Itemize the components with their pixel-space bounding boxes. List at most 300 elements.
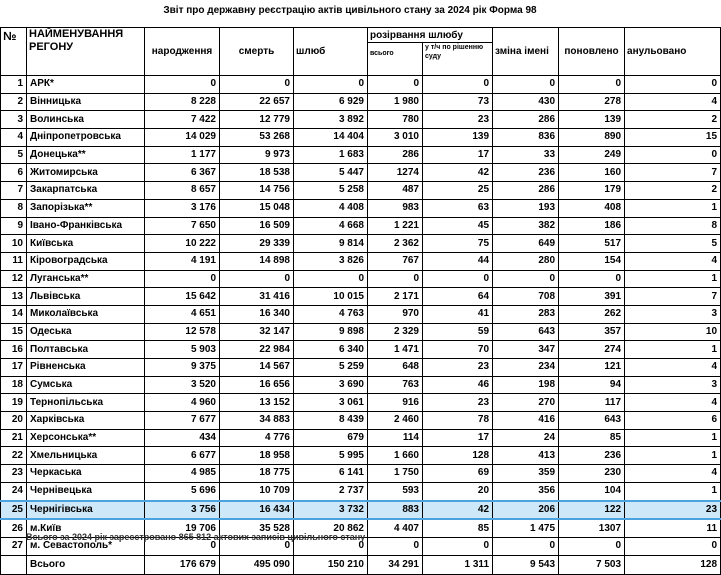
cell-div-total: 780	[368, 111, 423, 129]
region-name: Вінницька	[27, 93, 145, 111]
cell-annulled: 1	[625, 199, 721, 217]
table-row[interactable]	[1, 288, 721, 306]
report-title: Звіт про державну реєстрацію актів цивільного стану за 2024 рік Форма 98	[163, 5, 537, 16]
table-row[interactable]	[1, 129, 721, 147]
cell-renewed: 117	[559, 394, 625, 412]
table-row[interactable]	[1, 252, 721, 270]
cell-deaths: 16 656	[220, 376, 294, 394]
cell-annulled: 0	[625, 537, 721, 555]
cell-deaths: 18 538	[220, 164, 294, 182]
region-name: Чернігівська	[27, 501, 145, 520]
row-number: 18	[1, 376, 27, 394]
cell-marriage: 3 732	[294, 501, 368, 520]
row-number: 11	[1, 252, 27, 270]
cell-deaths: 16 509	[220, 217, 294, 235]
cell-annulled: 0	[625, 146, 721, 164]
cell-marriage: 5 259	[294, 359, 368, 377]
cell-deaths: 18 958	[220, 447, 294, 465]
cell-renewed: 94	[559, 376, 625, 394]
cell-div-court: 44	[423, 252, 493, 270]
cell-name-change: 198	[493, 376, 559, 394]
col-header-deaths: смерть	[220, 28, 294, 76]
cell-annulled: 2	[625, 182, 721, 200]
cell-marriage: 679	[294, 429, 368, 447]
cell-births: 0	[145, 76, 220, 94]
cell-annulled: 0	[625, 76, 721, 94]
cell-div-court: 78	[423, 412, 493, 430]
table-row[interactable]	[1, 199, 721, 217]
region-name: м. Севастополь*	[27, 537, 145, 555]
cell-marriage: 10 015	[294, 288, 368, 306]
cell-div-total: 767	[368, 252, 423, 270]
row-number: 20	[1, 412, 27, 430]
cell-div-total: 648	[368, 359, 423, 377]
row-number: 15	[1, 323, 27, 341]
cell-renewed: 160	[559, 164, 625, 182]
cell-div-court: 20	[423, 482, 493, 500]
cell-name-change: 356	[493, 482, 559, 500]
cell-name-change: 280	[493, 252, 559, 270]
cell-annulled: 5	[625, 235, 721, 253]
region-name: Рівненська	[27, 359, 145, 377]
cell-div-court: 25	[423, 182, 493, 200]
region-name: Донецька**	[27, 146, 145, 164]
registry-table	[0, 27, 721, 575]
region-name: Запорізька**	[27, 199, 145, 217]
cell-deaths: 15 048	[220, 199, 294, 217]
cell-births: 9 375	[145, 359, 220, 377]
total-births: 176 679	[145, 555, 220, 574]
cell-renewed: 278	[559, 93, 625, 111]
cell-deaths: 12 779	[220, 111, 294, 129]
cell-name-change: 286	[493, 111, 559, 129]
total-div-total: 34 291	[368, 555, 423, 574]
row-number: 23	[1, 465, 27, 483]
cell-div-court: 63	[423, 199, 493, 217]
cell-deaths: 31 416	[220, 288, 294, 306]
cell-div-court: 17	[423, 146, 493, 164]
cell-births: 6 367	[145, 164, 220, 182]
cell-annulled: 3	[625, 305, 721, 323]
table-row[interactable]	[1, 412, 721, 430]
total-row-number	[1, 555, 27, 574]
cell-div-court: 17	[423, 429, 493, 447]
cell-deaths: 0	[220, 76, 294, 94]
cell-renewed: 357	[559, 323, 625, 341]
cell-div-court: 69	[423, 465, 493, 483]
cell-births: 7 422	[145, 111, 220, 129]
cell-div-court: 64	[423, 288, 493, 306]
cell-name-change: 234	[493, 359, 559, 377]
cell-renewed: 517	[559, 235, 625, 253]
header-row-1	[1, 28, 721, 43]
cell-deaths: 32 147	[220, 323, 294, 341]
row-number: 26	[1, 519, 27, 537]
cell-births: 6 677	[145, 447, 220, 465]
region-name: Херсонська**	[27, 429, 145, 447]
cell-deaths: 53 268	[220, 129, 294, 147]
region-name: Одеська	[27, 323, 145, 341]
total-label: Всього	[27, 555, 145, 574]
cell-name-change: 286	[493, 182, 559, 200]
cell-deaths: 0	[220, 270, 294, 288]
cell-deaths: 9 973	[220, 146, 294, 164]
cell-renewed: 249	[559, 146, 625, 164]
cell-marriage: 4 763	[294, 305, 368, 323]
cell-renewed: 236	[559, 447, 625, 465]
total-marriage: 150 210	[294, 555, 368, 574]
region-name: Закарпатська	[27, 182, 145, 200]
cell-renewed: 0	[559, 76, 625, 94]
cell-births: 4 960	[145, 394, 220, 412]
cell-marriage: 6 141	[294, 465, 368, 483]
table-row[interactable]	[1, 429, 721, 447]
cell-div-total: 1 660	[368, 447, 423, 465]
cell-marriage: 14 404	[294, 129, 368, 147]
row-number: 14	[1, 305, 27, 323]
cell-deaths: 29 339	[220, 235, 294, 253]
region-name: Тернопільська	[27, 394, 145, 412]
cell-annulled: 4	[625, 359, 721, 377]
cell-annulled: 6	[625, 412, 721, 430]
cell-name-change: 643	[493, 323, 559, 341]
cell-div-total: 0	[368, 537, 423, 555]
cell-annulled: 1	[625, 482, 721, 500]
row-number: 2	[1, 93, 27, 111]
cell-div-total: 2 362	[368, 235, 423, 253]
cell-div-total: 0	[368, 76, 423, 94]
region-name: м.Київ	[27, 519, 145, 537]
cell-births: 0	[145, 537, 220, 555]
cell-deaths: 13 152	[220, 394, 294, 412]
cell-marriage: 20 862	[294, 519, 368, 537]
cell-div-total: 4 407	[368, 519, 423, 537]
cell-div-court: 46	[423, 376, 493, 394]
cell-name-change: 382	[493, 217, 559, 235]
region-name: Миколаївська	[27, 305, 145, 323]
cell-marriage: 1 683	[294, 146, 368, 164]
cell-div-court: 70	[423, 341, 493, 359]
cell-div-total: 1 750	[368, 465, 423, 483]
table-row[interactable]	[1, 501, 721, 520]
cell-renewed: 262	[559, 305, 625, 323]
cell-name-change: 24	[493, 429, 559, 447]
cell-deaths: 16 434	[220, 501, 294, 520]
cell-div-total: 286	[368, 146, 423, 164]
cell-marriage: 5 258	[294, 182, 368, 200]
cell-div-court: 128	[423, 447, 493, 465]
cell-annulled: 11	[625, 519, 721, 537]
col-header-name-change: зміна імені	[493, 28, 559, 76]
region-name: Івано-Франківська	[27, 217, 145, 235]
cell-name-change: 0	[493, 76, 559, 94]
cell-deaths: 34 883	[220, 412, 294, 430]
table-row[interactable]	[1, 447, 721, 465]
cell-marriage: 3 061	[294, 394, 368, 412]
cell-births: 434	[145, 429, 220, 447]
cell-name-change: 416	[493, 412, 559, 430]
cell-annulled: 23	[625, 501, 721, 520]
table-row[interactable]	[1, 164, 721, 182]
cell-births: 4 651	[145, 305, 220, 323]
cell-div-total: 593	[368, 482, 423, 500]
cell-div-court: 75	[423, 235, 493, 253]
cell-births: 14 029	[145, 129, 220, 147]
cell-marriage: 2 737	[294, 482, 368, 500]
cell-div-total: 0	[368, 270, 423, 288]
cell-births: 5 903	[145, 341, 220, 359]
cell-name-change: 236	[493, 164, 559, 182]
cell-name-change: 270	[493, 394, 559, 412]
cell-name-change: 206	[493, 501, 559, 520]
table-row[interactable]	[1, 217, 721, 235]
cell-renewed: 408	[559, 199, 625, 217]
region-name: Кіровоградська	[27, 252, 145, 270]
cell-births: 3 176	[145, 199, 220, 217]
cell-deaths: 18 775	[220, 465, 294, 483]
table-row[interactable]	[1, 93, 721, 111]
cell-births: 15 642	[145, 288, 220, 306]
cell-annulled: 1	[625, 429, 721, 447]
table-row[interactable]	[1, 76, 721, 94]
cell-births: 12 578	[145, 323, 220, 341]
col-header-marriage: шлюб	[294, 28, 368, 76]
cell-annulled: 1	[625, 341, 721, 359]
cell-annulled: 1	[625, 270, 721, 288]
cell-marriage: 3 826	[294, 252, 368, 270]
region-name: Черкаська	[27, 465, 145, 483]
table-row[interactable]	[1, 394, 721, 412]
region-name: Луганська**	[27, 270, 145, 288]
cell-name-change: 359	[493, 465, 559, 483]
row-number: 12	[1, 270, 27, 288]
total-deaths: 495 090	[220, 555, 294, 574]
cell-div-court: 0	[423, 270, 493, 288]
table-row[interactable]	[1, 323, 721, 341]
cell-annulled: 2	[625, 111, 721, 129]
cell-births: 7 677	[145, 412, 220, 430]
cell-deaths: 22 657	[220, 93, 294, 111]
row-number: 17	[1, 359, 27, 377]
total-name-change: 9 543	[493, 555, 559, 574]
row-number: 6	[1, 164, 27, 182]
cell-renewed: 139	[559, 111, 625, 129]
row-number: 27	[1, 537, 27, 555]
col-header-annulled: анульовано	[625, 28, 721, 76]
cell-annulled: 7	[625, 288, 721, 306]
cell-div-court: 23	[423, 111, 493, 129]
cell-div-total: 2 329	[368, 323, 423, 341]
cell-annulled: 4	[625, 252, 721, 270]
region-name: Житомирська	[27, 164, 145, 182]
cell-deaths: 16 340	[220, 305, 294, 323]
cell-births: 8 228	[145, 93, 220, 111]
cell-div-court: 139	[423, 129, 493, 147]
cell-name-change: 649	[493, 235, 559, 253]
row-number: 19	[1, 394, 27, 412]
cell-name-change: 283	[493, 305, 559, 323]
cell-marriage: 0	[294, 537, 368, 555]
cell-div-court: 0	[423, 76, 493, 94]
cell-annulled: 4	[625, 465, 721, 483]
col-header-divorce: розірвання шлюбу	[368, 28, 493, 43]
cell-marriage: 5 447	[294, 164, 368, 182]
region-name: Сумська	[27, 376, 145, 394]
cell-div-court: 23	[423, 394, 493, 412]
cell-deaths: 14 756	[220, 182, 294, 200]
cell-div-total: 1 980	[368, 93, 423, 111]
cell-renewed: 1307	[559, 519, 625, 537]
row-number: 10	[1, 235, 27, 253]
cell-div-total: 916	[368, 394, 423, 412]
table-row[interactable]	[1, 182, 721, 200]
cell-renewed: 85	[559, 429, 625, 447]
row-number: 24	[1, 482, 27, 500]
cell-div-total: 487	[368, 182, 423, 200]
cell-deaths: 22 984	[220, 341, 294, 359]
footer-note: Всього за 2024 рік зареєстровано 865 812 актових записів цивільного стану	[26, 532, 366, 542]
cell-marriage: 5 995	[294, 447, 368, 465]
cell-births: 19 706	[145, 519, 220, 537]
cell-div-court: 85	[423, 519, 493, 537]
cell-div-total: 883	[368, 501, 423, 520]
cell-name-change: 430	[493, 93, 559, 111]
cell-div-total: 1274	[368, 164, 423, 182]
cell-annulled: 10	[625, 323, 721, 341]
cell-div-court: 73	[423, 93, 493, 111]
region-name: Київська	[27, 235, 145, 253]
cell-div-court: 59	[423, 323, 493, 341]
cell-deaths: 14 567	[220, 359, 294, 377]
col-header-num: №	[1, 28, 27, 76]
row-number: 16	[1, 341, 27, 359]
cell-div-total: 2 460	[368, 412, 423, 430]
table-row[interactable]	[1, 482, 721, 500]
cell-births: 0	[145, 270, 220, 288]
cell-div-total: 3 010	[368, 129, 423, 147]
cell-name-change: 1 475	[493, 519, 559, 537]
row-number: 13	[1, 288, 27, 306]
region-name: Хмельницька	[27, 447, 145, 465]
cell-births: 3 756	[145, 501, 220, 520]
table-row[interactable]	[1, 305, 721, 323]
cell-deaths: 35 528	[220, 519, 294, 537]
cell-name-change: 708	[493, 288, 559, 306]
region-name: Львівська	[27, 288, 145, 306]
row-number: 5	[1, 146, 27, 164]
cell-marriage: 9 898	[294, 323, 368, 341]
cell-renewed: 890	[559, 129, 625, 147]
cell-div-court: 41	[423, 305, 493, 323]
col-header-renewed: поновлено	[559, 28, 625, 76]
region-name: Дніпропетровська	[27, 129, 145, 147]
cell-renewed: 179	[559, 182, 625, 200]
row-number: 8	[1, 199, 27, 217]
cell-annulled: 1	[625, 447, 721, 465]
table-row[interactable]	[1, 376, 721, 394]
table-row[interactable]	[1, 146, 721, 164]
cell-marriage: 6 340	[294, 341, 368, 359]
cell-renewed: 122	[559, 501, 625, 520]
cell-renewed: 391	[559, 288, 625, 306]
cell-deaths: 14 898	[220, 252, 294, 270]
cell-name-change: 413	[493, 447, 559, 465]
cell-annulled: 15	[625, 129, 721, 147]
cell-name-change: 836	[493, 129, 559, 147]
cell-marriage: 6 929	[294, 93, 368, 111]
cell-div-total: 763	[368, 376, 423, 394]
table-row[interactable]	[1, 359, 721, 377]
cell-marriage: 8 439	[294, 412, 368, 430]
col-header-divorce-total: всього	[368, 43, 423, 76]
cell-births: 4 191	[145, 252, 220, 270]
cell-renewed: 230	[559, 465, 625, 483]
cell-births: 8 657	[145, 182, 220, 200]
cell-births: 3 520	[145, 376, 220, 394]
cell-div-total: 2 171	[368, 288, 423, 306]
cell-deaths: 4 776	[220, 429, 294, 447]
row-number: 22	[1, 447, 27, 465]
row-number: 4	[1, 129, 27, 147]
cell-renewed: 0	[559, 270, 625, 288]
cell-div-total: 983	[368, 199, 423, 217]
row-number: 9	[1, 217, 27, 235]
row-number: 21	[1, 429, 27, 447]
cell-name-change: 0	[493, 537, 559, 555]
col-header-region: НАЙМЕНУВАННЯ РЕГОНУ	[27, 28, 145, 76]
row-number: 25	[1, 501, 27, 520]
cell-renewed: 104	[559, 482, 625, 500]
cell-div-court: 23	[423, 359, 493, 377]
region-name: Харківська	[27, 412, 145, 430]
cell-marriage: 0	[294, 270, 368, 288]
cell-div-total: 1 221	[368, 217, 423, 235]
table-row[interactable]	[1, 111, 721, 129]
cell-div-court: 45	[423, 217, 493, 235]
cell-marriage: 4 408	[294, 199, 368, 217]
row-number: 7	[1, 182, 27, 200]
cell-deaths: 10 709	[220, 482, 294, 500]
cell-div-total: 114	[368, 429, 423, 447]
col-header-divorce-court: у т/ч по рішенню суду	[423, 43, 493, 76]
table-row[interactable]	[1, 465, 721, 483]
total-div-court: 1 311	[423, 555, 493, 574]
cell-annulled: 7	[625, 164, 721, 182]
cell-marriage: 3 892	[294, 111, 368, 129]
cell-name-change: 347	[493, 341, 559, 359]
table-row[interactable]	[1, 341, 721, 359]
cell-births: 10 222	[145, 235, 220, 253]
cell-div-court: 0	[423, 537, 493, 555]
total-row	[1, 555, 721, 574]
cell-div-court: 42	[423, 164, 493, 182]
cell-annulled: 3	[625, 376, 721, 394]
table-row[interactable]	[1, 235, 721, 253]
cell-renewed: 274	[559, 341, 625, 359]
cell-births: 4 985	[145, 465, 220, 483]
cell-births: 7 650	[145, 217, 220, 235]
cell-renewed: 121	[559, 359, 625, 377]
cell-renewed: 0	[559, 537, 625, 555]
cell-deaths: 0	[220, 537, 294, 555]
cell-births: 5 696	[145, 482, 220, 500]
table-row[interactable]	[1, 270, 721, 288]
col-header-births: народження	[145, 28, 220, 76]
cell-marriage: 4 668	[294, 217, 368, 235]
cell-name-change: 0	[493, 270, 559, 288]
region-name: Полтавська	[27, 341, 145, 359]
cell-marriage: 3 690	[294, 376, 368, 394]
